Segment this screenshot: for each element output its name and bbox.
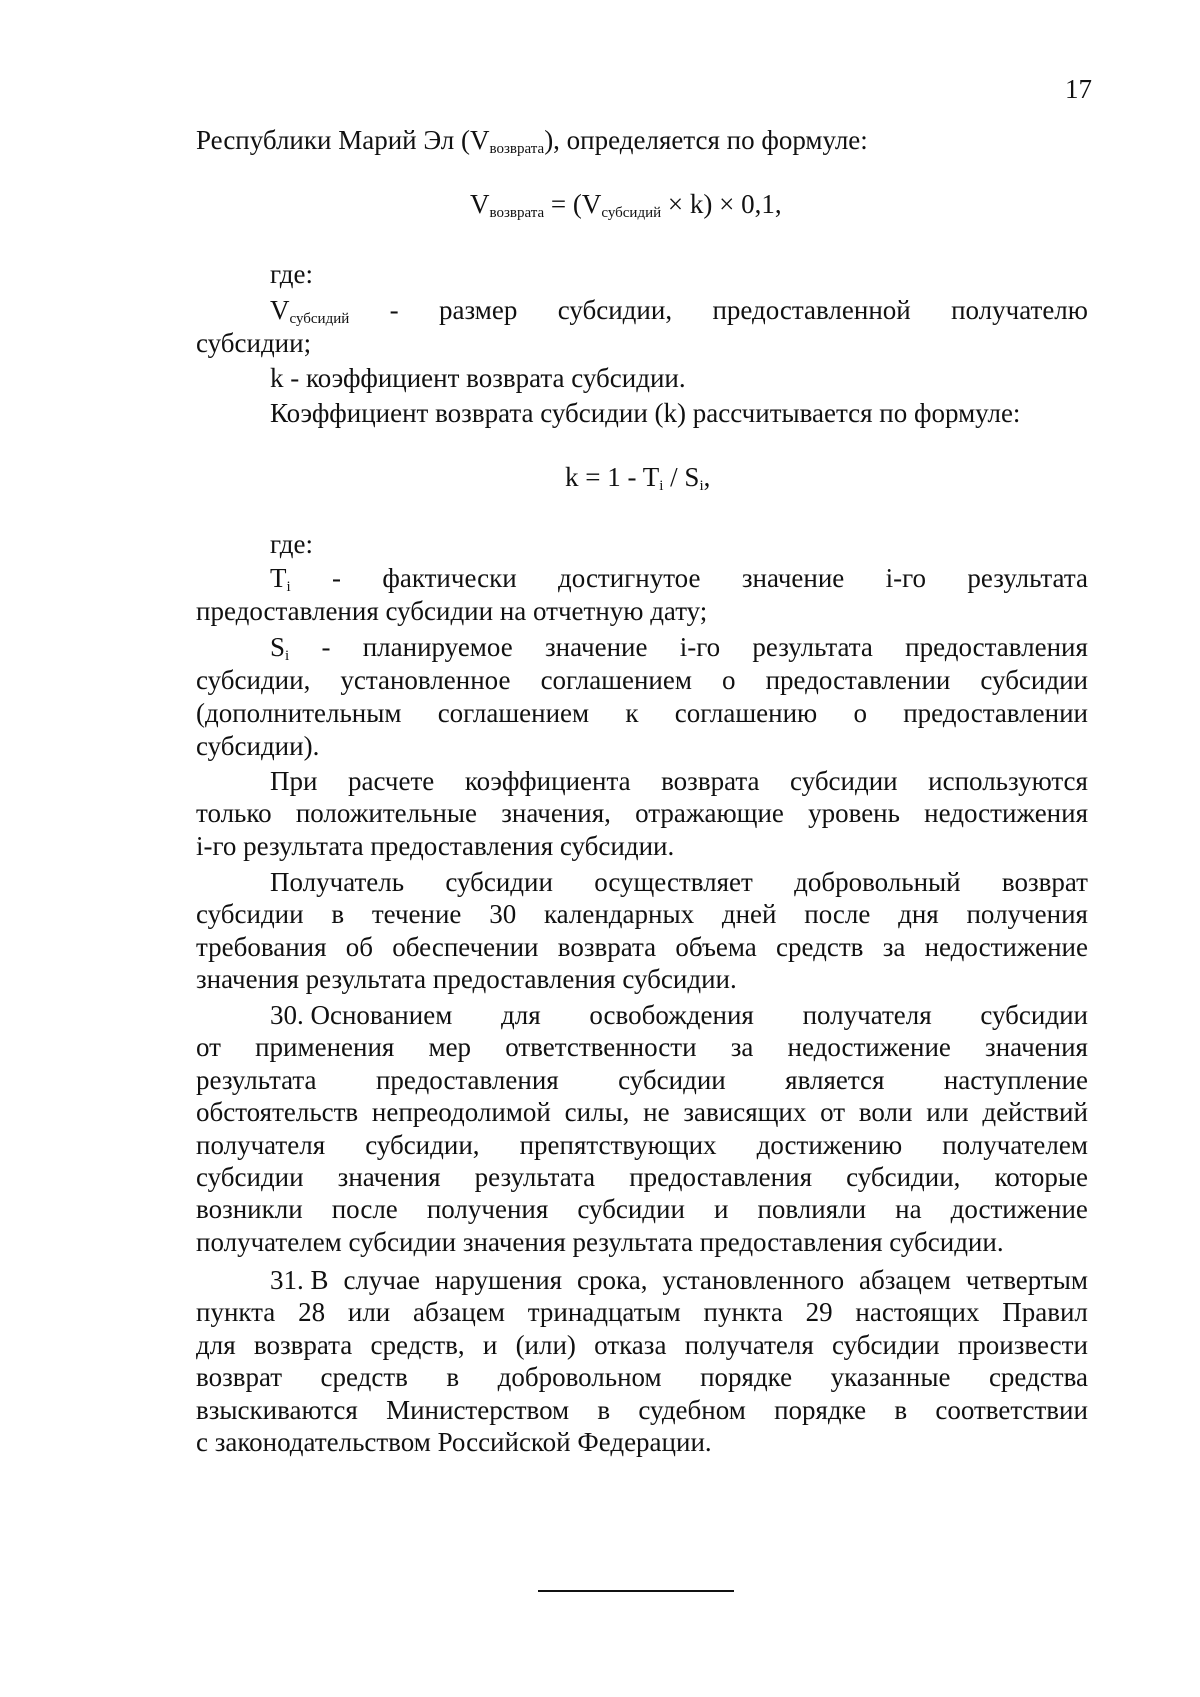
word: повлияли bbox=[757, 1194, 867, 1225]
word: в bbox=[597, 1394, 611, 1425]
word: или bbox=[347, 1297, 391, 1328]
word: уровень bbox=[808, 798, 900, 829]
word: предоставлении bbox=[903, 698, 1088, 728]
word: 31. В bbox=[270, 1265, 329, 1295]
word: порядке bbox=[700, 1362, 793, 1393]
word: обеспечении bbox=[392, 931, 539, 962]
word: размер bbox=[439, 295, 518, 325]
word: четвертым bbox=[965, 1265, 1088, 1295]
word: расчете bbox=[348, 766, 435, 796]
word: тринадцатым bbox=[527, 1297, 681, 1328]
text-line bbox=[196, 1394, 1088, 1426]
word: абзацем bbox=[413, 1297, 505, 1328]
word: получателя bbox=[684, 1329, 814, 1360]
formula-return-volume: $V_{возврата} = (V_{субсидий} \times k) \times 0,1$, bbox=[470, 189, 782, 221]
text-line bbox=[196, 931, 1088, 963]
word: значения bbox=[985, 1032, 1088, 1063]
word: возврата bbox=[557, 931, 657, 962]
word: пункта bbox=[196, 1297, 276, 1328]
word: значение bbox=[741, 563, 845, 593]
word: достижение bbox=[950, 1194, 1088, 1225]
word: субсидии bbox=[196, 899, 304, 930]
text-line bbox=[196, 1329, 1088, 1361]
word: отказа bbox=[594, 1329, 667, 1360]
word: получения bbox=[966, 899, 1088, 930]
word: субсидии bbox=[618, 1064, 726, 1095]
text-line bbox=[196, 1031, 1088, 1063]
word: которые bbox=[994, 1162, 1088, 1192]
word: Правил bbox=[1002, 1297, 1088, 1328]
word: (дополнительным bbox=[196, 698, 402, 728]
word: добровольном bbox=[497, 1362, 662, 1393]
word: препятствующих bbox=[519, 1129, 717, 1160]
word: средств bbox=[320, 1362, 408, 1393]
word: результата bbox=[474, 1162, 596, 1192]
word: возникли bbox=[196, 1194, 303, 1225]
word: субсидии bbox=[832, 1329, 940, 1360]
word: - bbox=[332, 563, 342, 593]
word: воли bbox=[858, 1097, 913, 1128]
definition-k: k - коэффициент возврата субсидии. bbox=[270, 363, 686, 393]
paragraph-first-line bbox=[270, 765, 1088, 797]
word: непреодолимой bbox=[371, 1097, 551, 1128]
word: от bbox=[820, 1097, 846, 1128]
paragraph-first-line bbox=[270, 1264, 1088, 1296]
word: течение bbox=[371, 899, 462, 930]
word: возврата bbox=[661, 766, 760, 796]
word: положительные bbox=[295, 798, 477, 829]
word: 30. Основанием bbox=[270, 1000, 453, 1030]
definition-s-last: субсидии). bbox=[196, 731, 320, 761]
word: взыскиваются bbox=[196, 1394, 358, 1425]
word: на bbox=[895, 1194, 922, 1225]
word: нарушения bbox=[434, 1265, 563, 1295]
word: установленное bbox=[340, 665, 511, 695]
word: мер bbox=[428, 1032, 472, 1063]
word: возврат bbox=[1001, 867, 1088, 897]
word: соглашением bbox=[540, 665, 692, 695]
word: получателем bbox=[942, 1129, 1088, 1160]
word: к bbox=[625, 698, 639, 728]
word: субсидии, bbox=[846, 1162, 961, 1192]
text-line bbox=[196, 797, 1088, 829]
word: после bbox=[331, 1194, 398, 1225]
word: При bbox=[270, 766, 318, 796]
word: произвести bbox=[957, 1329, 1088, 1360]
word: 30 bbox=[489, 899, 517, 930]
text-line bbox=[196, 1193, 1088, 1225]
word: календарных bbox=[543, 899, 695, 930]
word: значения, bbox=[501, 798, 611, 829]
text-line bbox=[196, 1161, 1088, 1193]
word: недостижение bbox=[787, 1032, 951, 1063]
word: средства bbox=[988, 1362, 1088, 1393]
word: действий bbox=[982, 1097, 1088, 1128]
word: i-го bbox=[885, 563, 927, 593]
where-label-2: где: bbox=[270, 529, 313, 559]
word: случае bbox=[343, 1265, 420, 1295]
word: соглашению bbox=[674, 698, 818, 728]
word: об bbox=[345, 931, 374, 962]
word: получателю bbox=[951, 295, 1088, 325]
word: результата bbox=[196, 1064, 317, 1095]
word: судебном bbox=[638, 1394, 746, 1425]
word: субсидии, bbox=[557, 295, 673, 325]
word: за bbox=[730, 1032, 754, 1063]
text-line bbox=[196, 697, 1088, 729]
word: Министерством bbox=[386, 1394, 570, 1425]
word: в bbox=[331, 899, 345, 930]
word: предоставленной bbox=[712, 295, 911, 325]
word: указанные bbox=[830, 1362, 951, 1393]
word: получателя bbox=[196, 1129, 326, 1160]
definition-s bbox=[270, 631, 1088, 663]
word: абзацем bbox=[859, 1265, 951, 1295]
text-line bbox=[196, 1361, 1088, 1393]
word: добровольный bbox=[794, 867, 961, 897]
word: ответственности bbox=[505, 1032, 697, 1063]
word: субсидии bbox=[790, 766, 898, 796]
text-line bbox=[196, 898, 1088, 930]
word: получения bbox=[426, 1194, 549, 1225]
word: предоставления bbox=[629, 1162, 812, 1192]
paragraph-last-line: получателем субсидии значения результата предоставления субсидии. bbox=[196, 1226, 1004, 1257]
word: порядке bbox=[774, 1394, 867, 1425]
paragraph-first-line bbox=[270, 866, 1088, 898]
word: i-го bbox=[679, 632, 721, 662]
word: субсидии, bbox=[365, 1129, 480, 1160]
paragraph-last-line: i-го результата предоставления субсидии. bbox=[196, 830, 675, 861]
word: отражающие bbox=[635, 798, 784, 829]
definition-v-subsidy: $V_{субсидий}$ - размер субсидии, предоставленной получателю bbox=[270, 295, 1088, 327]
word: требования bbox=[196, 931, 327, 962]
word: дней bbox=[721, 899, 777, 930]
word: и bbox=[713, 1194, 729, 1225]
word: установленного bbox=[662, 1265, 845, 1295]
word: от bbox=[196, 1032, 221, 1063]
var-v: $V_{субсидий}$ bbox=[270, 295, 350, 327]
paragraph-first-line bbox=[270, 999, 1088, 1031]
word: результата bbox=[967, 563, 1088, 593]
word: о bbox=[722, 665, 736, 695]
word: достигнутое bbox=[558, 563, 701, 593]
word: 29 bbox=[805, 1297, 833, 1328]
word: фактически bbox=[382, 563, 517, 593]
where-label-1: где: bbox=[270, 259, 313, 289]
paragraph-last-line: значения результата предоставления субсидии. bbox=[196, 964, 737, 995]
word: субсидии bbox=[980, 665, 1088, 695]
word: зависящих bbox=[683, 1097, 807, 1128]
definition-t bbox=[270, 562, 1088, 594]
word: в bbox=[894, 1394, 908, 1425]
word: результата bbox=[752, 632, 873, 662]
word: настоящих bbox=[855, 1297, 980, 1328]
definition-t-cont: предоставления субсидии на отчетную дату; bbox=[196, 596, 708, 626]
word: предоставлении bbox=[765, 665, 951, 695]
paragraph-last-line: с законодательством Российской Федерации. bbox=[196, 1427, 712, 1457]
word: субсидии, bbox=[196, 665, 311, 695]
word: соглашением bbox=[437, 698, 590, 728]
word: за bbox=[882, 931, 906, 962]
word: (или) bbox=[515, 1329, 576, 1360]
word: является bbox=[785, 1064, 885, 1095]
word: в bbox=[446, 1362, 460, 1393]
word: освобождения bbox=[589, 1000, 754, 1030]
intro-line: Республики Марий Эл $(V_{возврата})$, определяется по формуле: bbox=[196, 125, 868, 157]
word: обстоятельств bbox=[196, 1097, 359, 1128]
var-t: $T_i$ bbox=[270, 563, 291, 595]
word: дня bbox=[898, 899, 939, 930]
word: пункта bbox=[703, 1297, 783, 1328]
word: предоставления bbox=[375, 1064, 559, 1095]
word: субсидии bbox=[980, 1000, 1088, 1030]
word: недостижение bbox=[924, 931, 1088, 962]
word: объема bbox=[675, 931, 757, 962]
word: используются bbox=[928, 766, 1088, 796]
formula-coefficient: $k = 1 - T_i / S_i$, bbox=[565, 462, 711, 494]
text-line bbox=[196, 664, 1088, 696]
text-line bbox=[196, 1296, 1088, 1328]
word: субсидии bbox=[196, 1162, 304, 1192]
word: возврата bbox=[253, 1329, 353, 1360]
word: 28 bbox=[298, 1297, 326, 1328]
var-s: $S_i$ bbox=[270, 632, 290, 664]
word: - bbox=[321, 632, 331, 662]
word: осуществляет bbox=[594, 867, 753, 897]
definition-v-cont: субсидии; bbox=[196, 328, 312, 358]
word: субсидии bbox=[445, 867, 553, 897]
word: о bbox=[853, 698, 867, 728]
page-number: 17 bbox=[1065, 74, 1092, 104]
word: предоставления bbox=[905, 632, 1088, 662]
word: возврат bbox=[196, 1362, 283, 1393]
word: или bbox=[926, 1097, 969, 1128]
word: не bbox=[643, 1097, 670, 1128]
word: соответствии bbox=[935, 1394, 1088, 1425]
word: для bbox=[196, 1329, 236, 1360]
word: значение bbox=[544, 632, 648, 662]
word: и bbox=[482, 1329, 498, 1360]
word: наступление bbox=[943, 1064, 1088, 1095]
word: субсидии bbox=[577, 1194, 685, 1225]
word: коэффициента bbox=[464, 766, 631, 796]
word: после bbox=[804, 899, 871, 930]
text-line bbox=[196, 1096, 1088, 1128]
word: средств bbox=[776, 931, 864, 962]
text-line bbox=[196, 1064, 1088, 1096]
word: силы, bbox=[564, 1097, 630, 1128]
word: применения bbox=[255, 1032, 395, 1063]
word: для bbox=[501, 1000, 541, 1030]
coefficient-intro: Коэффициент возврата субсидии (k) рассчитывается по формуле: bbox=[270, 398, 1021, 428]
word: недостижения bbox=[924, 798, 1088, 829]
word: срока, bbox=[577, 1265, 648, 1295]
word: значения bbox=[337, 1162, 441, 1192]
word: планируемое bbox=[362, 632, 513, 662]
text-line bbox=[196, 1129, 1088, 1161]
word: только bbox=[196, 798, 272, 829]
word: достижению bbox=[756, 1129, 903, 1160]
word: Получатель bbox=[270, 867, 405, 897]
word: получателя bbox=[802, 1000, 932, 1030]
end-separator-line bbox=[538, 1590, 734, 1592]
word: средств, bbox=[370, 1329, 465, 1360]
